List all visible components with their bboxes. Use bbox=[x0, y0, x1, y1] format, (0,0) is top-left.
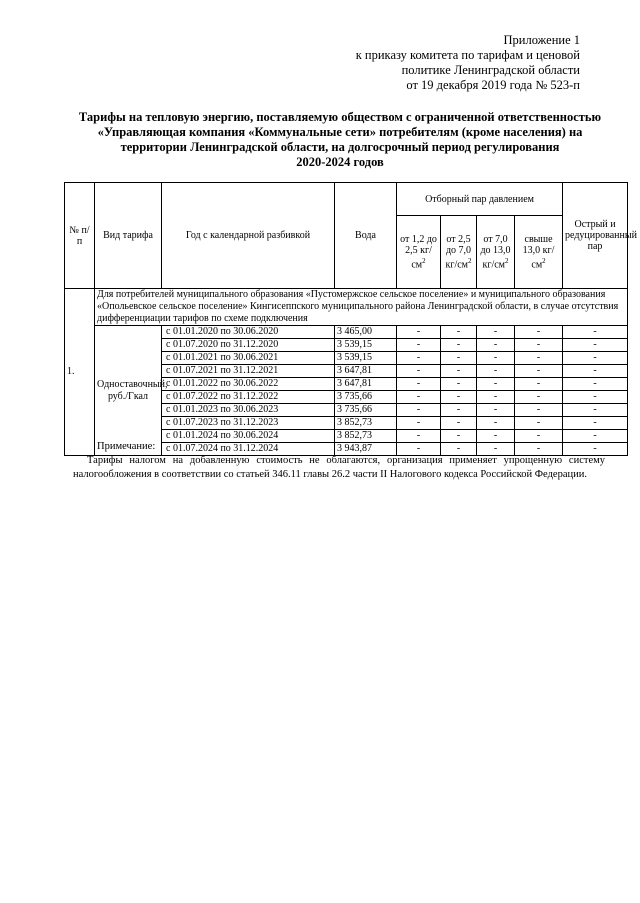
empty-tariff-cell: - bbox=[397, 417, 441, 430]
empty-tariff-cell: - bbox=[477, 339, 515, 352]
water-tariff-cell: 3 539,15 bbox=[335, 352, 397, 365]
empty-tariff-cell: - bbox=[563, 339, 628, 352]
empty-tariff-cell: - bbox=[441, 391, 477, 404]
notes-block bbox=[73, 440, 605, 482]
empty-tariff-cell: - bbox=[563, 378, 628, 391]
empty-tariff-cell: - bbox=[397, 391, 441, 404]
empty-tariff-cell: - bbox=[441, 339, 477, 352]
water-tariff-cell: 3 943,87 bbox=[335, 443, 397, 456]
period-cell: с 01.01.2022 по 30.06.2022 bbox=[162, 378, 335, 391]
empty-tariff-cell: - bbox=[515, 443, 563, 456]
row-number: 1. bbox=[65, 289, 95, 456]
water-tariff-cell: 3 647,81 bbox=[335, 378, 397, 391]
water-tariff-cell: 3 852,73 bbox=[335, 417, 397, 430]
tariff-type-cell: Одноставочный, руб./Гкал bbox=[95, 326, 162, 456]
period-cell: с 01.01.2023 по 30.06.2023 bbox=[162, 404, 335, 417]
title-line: территории Ленинградской области, на долгосрочный период регулирования bbox=[120, 140, 560, 154]
empty-tariff-cell: - bbox=[563, 352, 628, 365]
period-cell: с 01.07.2023 по 31.12.2023 bbox=[162, 417, 335, 430]
notes-heading: Примечание: bbox=[97, 441, 156, 452]
empty-tariff-cell: - bbox=[515, 417, 563, 430]
empty-tariff-cell: - bbox=[441, 417, 477, 430]
empty-tariff-cell: - bbox=[563, 391, 628, 404]
empty-tariff-cell: - bbox=[563, 443, 628, 456]
tariff-table bbox=[64, 182, 637, 456]
empty-tariff-cell: - bbox=[563, 404, 628, 417]
water-tariff-cell: 3 852,73 bbox=[335, 430, 397, 443]
empty-tariff-cell: - bbox=[515, 378, 563, 391]
empty-tariff-cell: - bbox=[477, 430, 515, 443]
header-year: Год с календарной разбивкой bbox=[162, 183, 335, 289]
empty-tariff-cell: - bbox=[397, 443, 441, 456]
header-sharp-steam: Острый и редуцированный пар bbox=[563, 183, 628, 289]
notes-text: Тарифы налогом на добавленную стоимость не облагаются, организация применяет упрощенную систему налогообложения в соответствии со статьей 346.11 главы 26.2 части II Налогового кодекса Российской Федерации. bbox=[73, 455, 605, 480]
empty-tariff-cell: - bbox=[515, 339, 563, 352]
period-cell: с 01.01.2020 по 30.06.2020 bbox=[162, 326, 335, 339]
empty-tariff-cell: - bbox=[477, 352, 515, 365]
empty-tariff-cell: - bbox=[515, 404, 563, 417]
period-cell: с 01.01.2024 по 30.06.2024 bbox=[162, 430, 335, 443]
water-tariff-cell: 3 539,15 bbox=[335, 339, 397, 352]
appendix-block bbox=[280, 33, 580, 93]
period-cell: с 01.07.2024 по 31.12.2024 bbox=[162, 443, 335, 456]
empty-tariff-cell: - bbox=[563, 417, 628, 430]
empty-tariff-cell: - bbox=[477, 365, 515, 378]
empty-tariff-cell: - bbox=[441, 326, 477, 339]
water-tariff-cell: 3 465,00 bbox=[335, 326, 397, 339]
empty-tariff-cell: - bbox=[477, 417, 515, 430]
empty-tariff-cell: - bbox=[441, 365, 477, 378]
empty-tariff-cell: - bbox=[477, 391, 515, 404]
empty-tariff-cell: - bbox=[441, 443, 477, 456]
empty-tariff-cell: - bbox=[515, 430, 563, 443]
water-tariff-cell: 3 735,66 bbox=[335, 404, 397, 417]
water-tariff-cell: 3 647,81 bbox=[335, 365, 397, 378]
table-row bbox=[65, 326, 628, 339]
consumer-group-description: Для потребителей муниципального образования «Пустомержское сельское поселение» и муниципального образования «Опольевское сельское поселение» Кингисеппского муниципального района Ленинградской области, в случае отсутствия дифференциации тарифов по схеме подключения bbox=[95, 289, 628, 326]
empty-tariff-cell: - bbox=[515, 365, 563, 378]
empty-tariff-cell: - bbox=[397, 326, 441, 339]
appendix-line: политике Ленинградской области bbox=[401, 63, 580, 77]
header-water: Вода bbox=[335, 183, 397, 289]
appendix-line: Приложение 1 bbox=[503, 33, 580, 47]
empty-tariff-cell: - bbox=[441, 404, 477, 417]
empty-tariff-cell: - bbox=[397, 352, 441, 365]
period-cell: с 01.07.2022 по 31.12.2022 bbox=[162, 391, 335, 404]
empty-tariff-cell: - bbox=[477, 326, 515, 339]
empty-tariff-cell: - bbox=[397, 378, 441, 391]
empty-tariff-cell: - bbox=[477, 404, 515, 417]
empty-tariff-cell: - bbox=[397, 430, 441, 443]
water-tariff-cell: 3 735,66 bbox=[335, 391, 397, 404]
header-selected-steam: Отборный пар давлением bbox=[397, 183, 563, 216]
period-cell: с 01.07.2021 по 31.12.2021 bbox=[162, 365, 335, 378]
header-steam-4: свыше 13,0 $кг/см^2$ bbox=[515, 216, 563, 289]
empty-tariff-cell: - bbox=[515, 391, 563, 404]
empty-tariff-cell: - bbox=[563, 365, 628, 378]
header-steam-2: от 2,5 до 7,0 $кг/см^2$ bbox=[441, 216, 477, 289]
title-line: 2020-2024 годов bbox=[296, 155, 384, 169]
empty-tariff-cell: - bbox=[563, 430, 628, 443]
empty-tariff-cell: - bbox=[441, 378, 477, 391]
period-cell: с 01.01.2021 по 30.06.2021 bbox=[162, 352, 335, 365]
title-line: Тарифы на тепловую энергию, поставляемую обществом с ограниченной ответственностью bbox=[78, 110, 602, 124]
appendix-line: от 19 декабря 2019 года № 523-п bbox=[406, 78, 580, 92]
empty-tariff-cell: - bbox=[441, 430, 477, 443]
title-line: «Управляющая компания «Коммунальные сети» потребителям (кроме населения) на bbox=[97, 125, 583, 139]
empty-tariff-cell: - bbox=[397, 365, 441, 378]
period-cell: с 01.07.2020 по 31.12.2020 bbox=[162, 339, 335, 352]
empty-tariff-cell: - bbox=[477, 443, 515, 456]
empty-tariff-cell: - bbox=[441, 352, 477, 365]
empty-tariff-cell: - bbox=[477, 378, 515, 391]
header-num: № п/п bbox=[65, 183, 95, 289]
empty-tariff-cell: - bbox=[515, 352, 563, 365]
header-tariff-type: Вид тарифа bbox=[95, 183, 162, 289]
empty-tariff-cell: - bbox=[563, 326, 628, 339]
document-title bbox=[70, 110, 610, 170]
empty-tariff-cell: - bbox=[397, 404, 441, 417]
header-steam-3: от 7,0 до 13,0 $кг/см^2$ bbox=[477, 216, 515, 289]
appendix-line: к приказу комитета по тарифам и ценовой bbox=[355, 48, 580, 62]
empty-tariff-cell: - bbox=[515, 326, 563, 339]
empty-tariff-cell: - bbox=[397, 339, 441, 352]
header-steam-1: от 1,2 до 2,5 $кг/см^2$ bbox=[397, 216, 441, 289]
